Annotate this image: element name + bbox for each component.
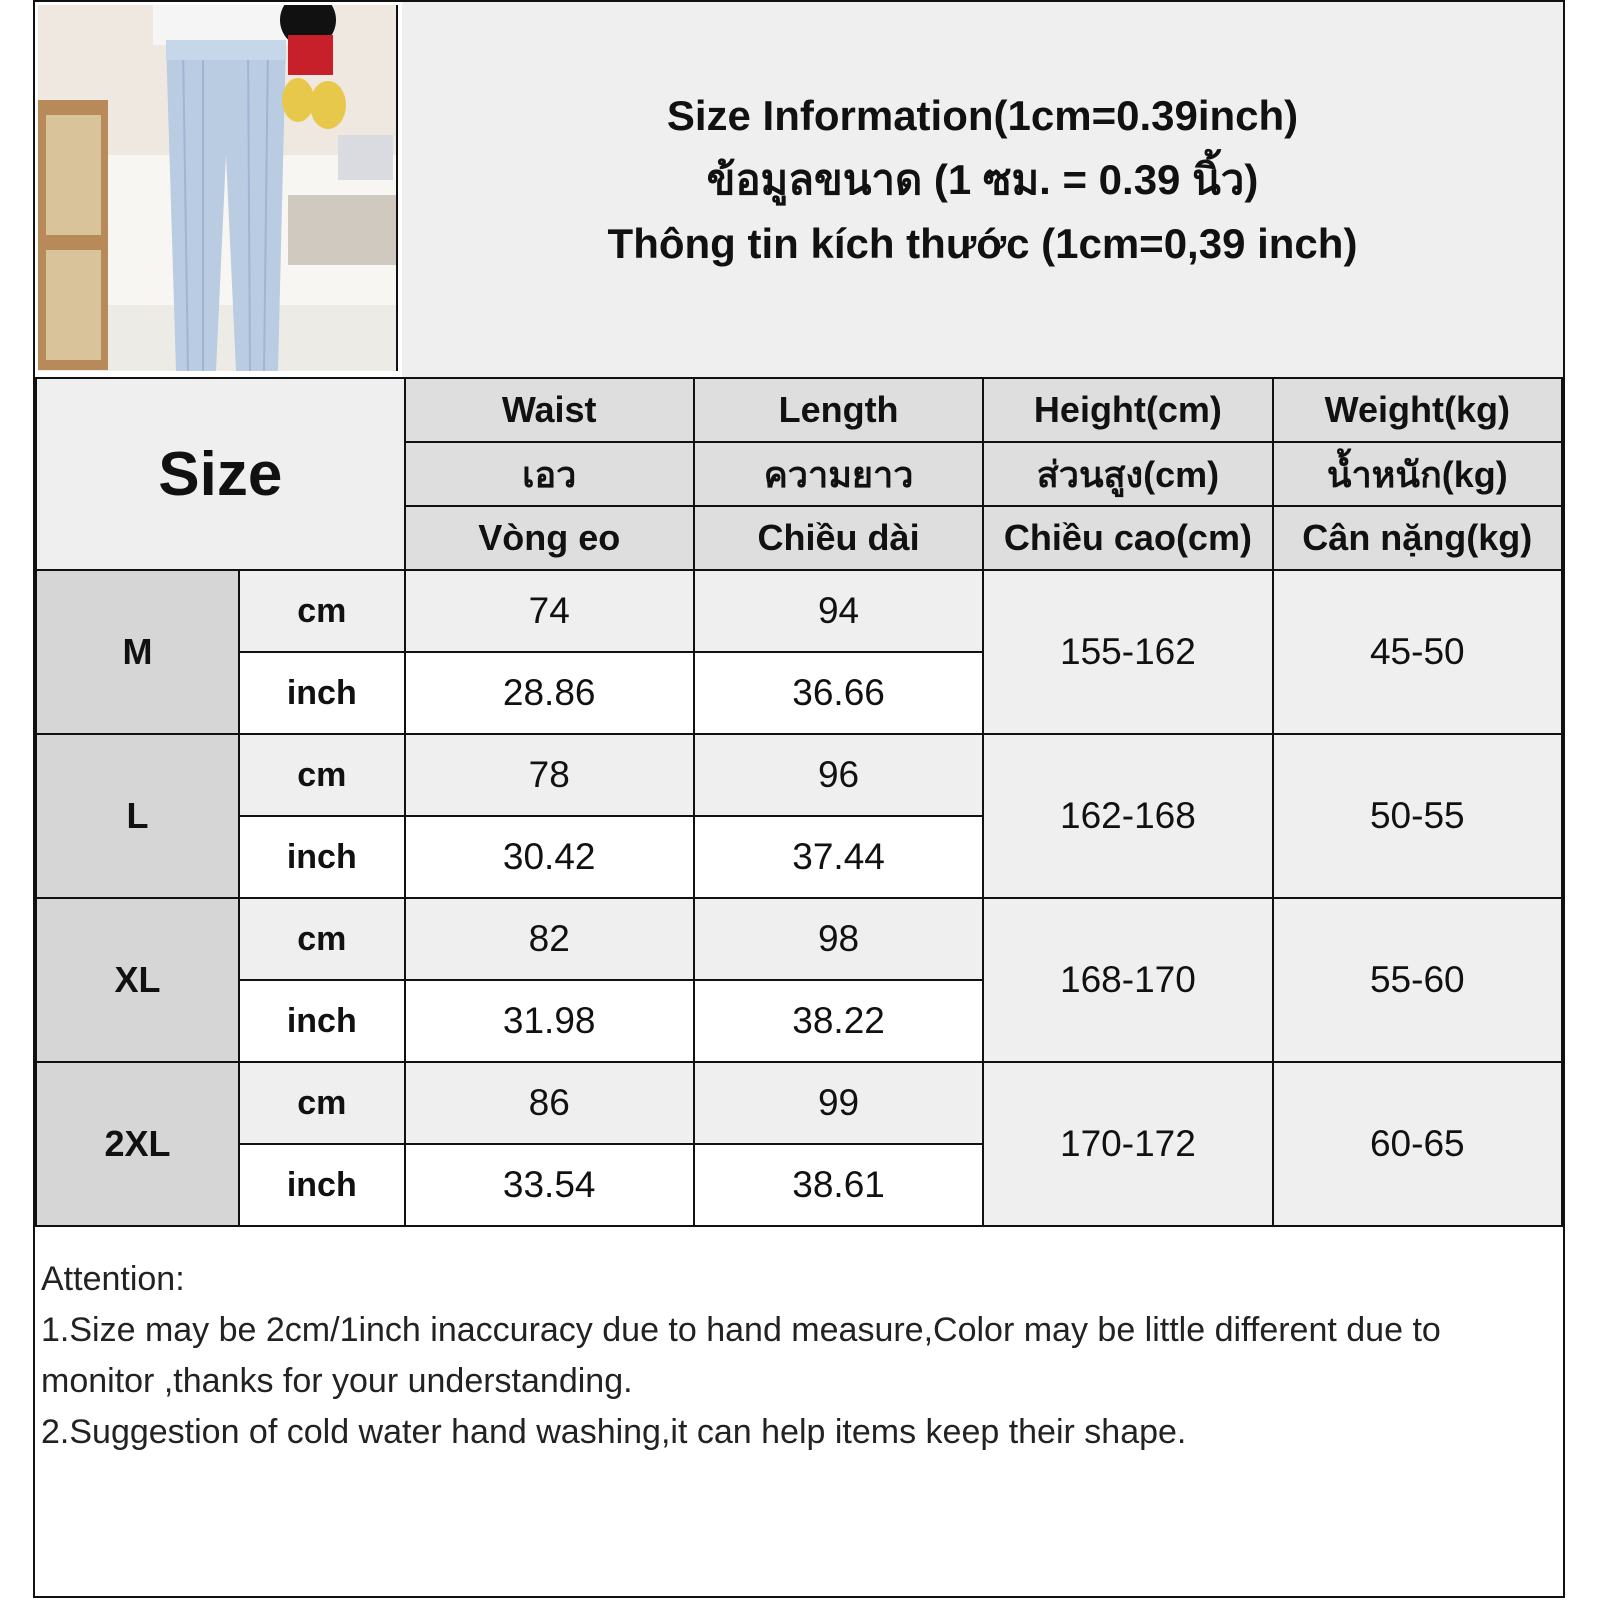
weight-header-vietnamese: Cân nặng(kg) [1273,506,1562,570]
length-header-thai: ความยาว [694,442,983,506]
waist-header: Waist [405,378,694,442]
weight-header-thai: น้ำหนัก(kg) [1273,442,1562,506]
weight-range: 60-65 [1273,1062,1562,1226]
size-table [35,377,1563,1227]
length-inch: 36.66 [694,652,983,734]
unit-cm: cm [239,898,404,980]
attention-note-2: 2.Suggestion of cold water hand washing,it can help items keep their shape. [41,1413,1187,1451]
height-range: 162-168 [983,734,1272,898]
length-cm: 96 [694,734,983,816]
table-row [36,898,1562,980]
waist-inch: 33.54 [405,1144,694,1226]
waist-inch: 31.98 [405,980,694,1062]
waist-header-vietnamese: Vòng eo [405,506,694,570]
size-label: L [36,734,239,898]
length-inch: 38.61 [694,1144,983,1226]
attention-note-1: 1.Size may be 2cm/1inch inaccuracy due to hand measure,Color may be little different due to monitor ,thanks for your understanding. [41,1311,1441,1400]
waist-cm: 74 [405,570,694,652]
height-range: 168-170 [983,898,1272,1062]
unit-cm: cm [239,734,404,816]
header-row-english [36,378,1562,442]
size-label: 2XL [36,1062,239,1226]
unit-inch: inch [239,980,404,1062]
waist-cm: 78 [405,734,694,816]
weight-header: Weight(kg) [1273,378,1562,442]
height-header-thai: ส่วนสูง(cm) [983,442,1272,506]
attention-notes [41,1254,1551,1458]
length-inch: 38.22 [694,980,983,1062]
title-vietnamese: Thông tin kích thước (1cm=0,39 inch) [607,219,1358,267]
height-header-vietnamese: Chiều cao(cm) [983,506,1272,570]
length-cm: 99 [694,1062,983,1144]
title-area [402,2,1563,377]
size-label: XL [36,898,239,1062]
unit-cm: cm [239,1062,404,1144]
size-label: M [36,570,239,734]
height-range: 170-172 [983,1062,1272,1226]
length-cm: 94 [694,570,983,652]
table-row [36,570,1562,652]
title-thai: ข้อมูลขนาด (1 ซม. = 0.39 นิ้ว) [706,155,1259,203]
product-photo-icon [38,5,398,371]
unit-cm: cm [239,570,404,652]
waist-inch: 30.42 [405,816,694,898]
attention-heading: Attention: [41,1260,185,1298]
waist-cm: 86 [405,1062,694,1144]
weight-range: 45-50 [1273,570,1562,734]
length-inch: 37.44 [694,816,983,898]
size-chart [33,0,1565,1598]
unit-inch: inch [239,652,404,734]
waist-inch: 28.86 [405,652,694,734]
weight-range: 50-55 [1273,734,1562,898]
length-cm: 98 [694,898,983,980]
waist-cm: 82 [405,898,694,980]
product-photo [38,5,398,371]
unit-inch: inch [239,1144,404,1226]
height-header: Height(cm) [983,378,1272,442]
table-row [36,734,1562,816]
length-header-vietnamese: Chiều dài [694,506,983,570]
length-header: Length [694,378,983,442]
size-column-header: Size [36,378,405,570]
title-english: Size Information(1cm=0.39inch) [666,91,1299,139]
table-row [36,1062,1562,1144]
weight-range: 55-60 [1273,898,1562,1062]
height-range: 155-162 [983,570,1272,734]
unit-inch: inch [239,816,404,898]
waist-header-thai: เอว [405,442,694,506]
